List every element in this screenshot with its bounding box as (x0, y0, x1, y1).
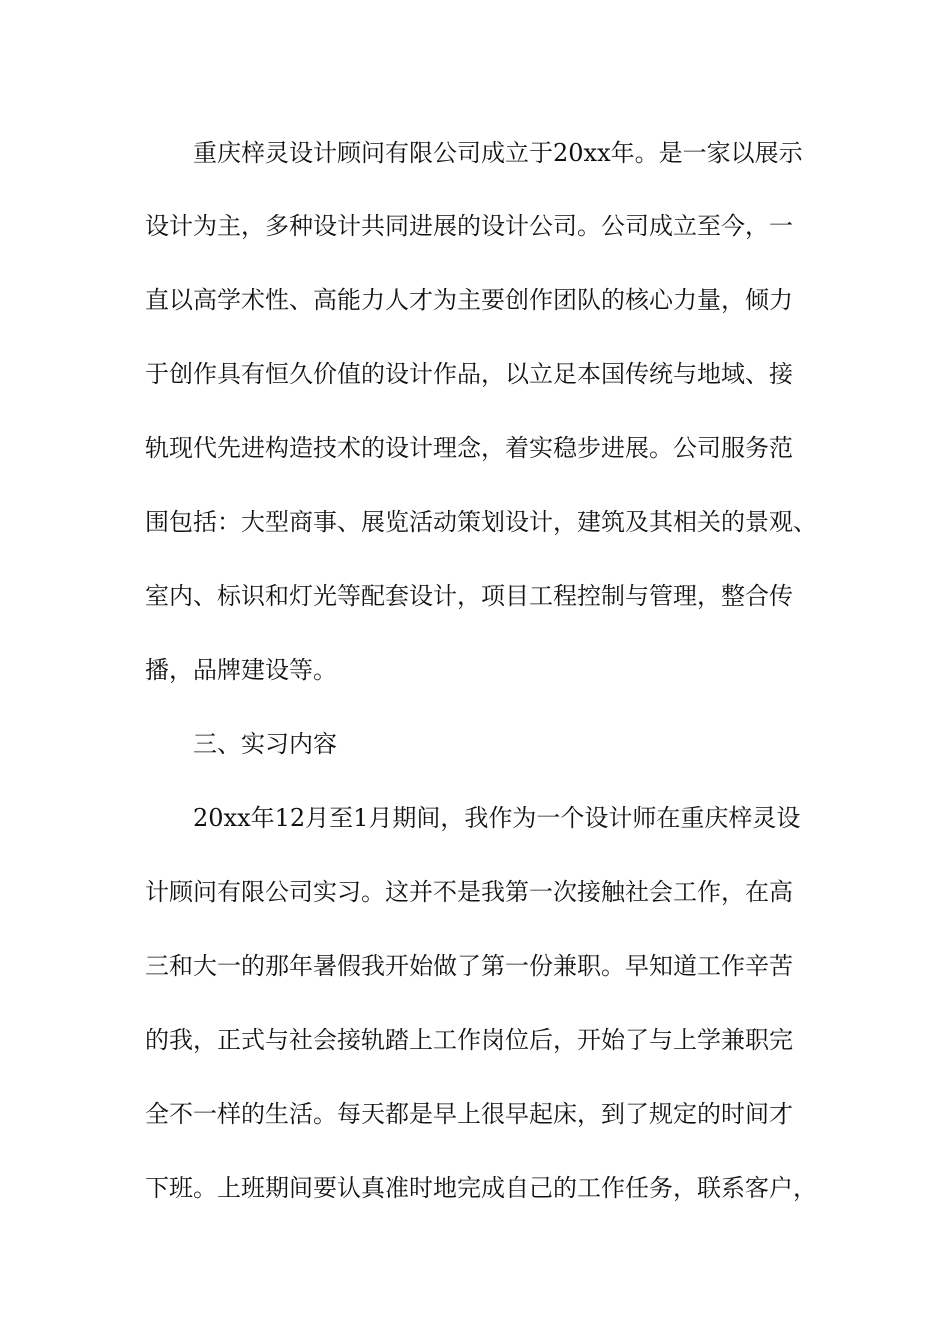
paragraph-line: 直以高学术性、高能力人才为主要创作团队的核心力量，倾力 (145, 286, 793, 314)
paragraph-line: 20xx年12月至1月期间，我作为一个设计师在重庆梓灵设 (193, 804, 801, 832)
paragraph-line: 三和大一的那年暑假我开始做了第一份兼职。早知道工作辛苦 (145, 952, 793, 980)
paragraph-line: 轨现代先进构造技术的设计理念，着实稳步进展。公司服务范 (145, 434, 793, 462)
paragraph-line: 播，品牌建设等。 (145, 656, 337, 684)
paragraph-line: 全不一样的生活。每天都是早上很早起床，到了规定的时间才 (145, 1100, 793, 1128)
paragraph-line: 于创作具有恒久价值的设计作品，以立足本国传统与地域、接 (145, 360, 793, 388)
paragraph-line: 下班。上班期间要认真准时地完成自己的工作任务，联系客户， (145, 1174, 817, 1202)
paragraph-line: 设计为主，多种设计共同进展的设计公司。公司成立至今，一 (145, 212, 793, 240)
paragraph-line: 计顾问有限公司实习。这并不是我第一次接触社会工作，在高 (145, 878, 793, 906)
paragraph-line: 重庆梓灵设计顾问有限公司成立于20xx年。是一家以展示 (193, 139, 803, 167)
section-heading: 三、实习内容 (193, 730, 337, 758)
paragraph-line: 室内、标识和灯光等配套设计，项目工程控制与管理，整合传 (145, 582, 793, 610)
paragraph-line: 围包括：大型商事、展览活动策划设计，建筑及其相关的景观、 (145, 508, 817, 536)
paragraph-line: 的我，正式与社会接轨踏上工作岗位后，开始了与上学兼职完 (145, 1026, 793, 1054)
